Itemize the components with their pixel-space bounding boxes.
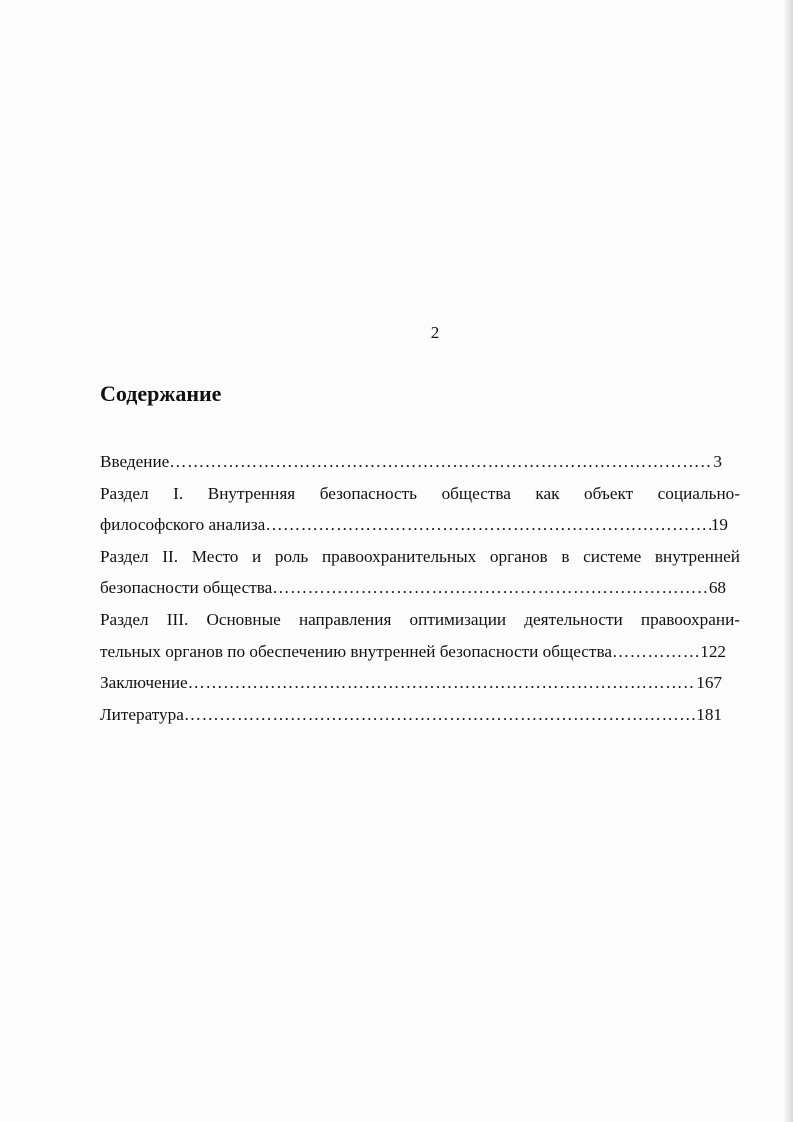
toc-entry-label: тельных органов по обеспечению внутренней безопасности общества <box>100 641 612 661</box>
toc-entry-conclusion[interactable] <box>100 667 722 699</box>
toc-entry-intro[interactable] <box>100 446 722 478</box>
toc-entry-label: Введение <box>100 452 170 471</box>
toc-entry-section-2[interactable] <box>100 572 726 604</box>
toc-entry-label: философского анализа <box>100 515 266 535</box>
toc-entry-section-2-line[interactable]: Раздел II. Место и роль правоохранительных органов в системе внутренней <box>100 546 740 566</box>
toc-page-number: 19 <box>710 515 728 535</box>
toc-leader-dots <box>184 699 696 731</box>
toc-entry-label: безопасности общества <box>100 578 273 598</box>
toc-page-number: 181 <box>696 704 722 724</box>
toc-page-number: 3 <box>713 452 722 471</box>
toc-page-number: 167 <box>696 673 722 693</box>
toc-leader-dots <box>612 636 700 668</box>
toc-leader-dots <box>265 509 711 541</box>
toc-entry-section-3-line[interactable]: Раздел III. Основные направления оптимизации деятельности правоохрани- <box>100 609 740 629</box>
toc-entry-literature[interactable] <box>100 699 722 731</box>
toc-leader-dots <box>272 572 709 604</box>
toc-leader-dots <box>188 667 697 699</box>
toc-entry-section-1-line[interactable]: Раздел I. Внутренняя безопасность общества как объект социально- <box>100 483 740 503</box>
table-of-contents <box>100 446 740 730</box>
toc-entry-label: Заключение <box>100 673 188 693</box>
toc-page-number: 122 <box>700 641 726 661</box>
toc-entry-section-1[interactable] <box>100 509 728 541</box>
toc-entry-label: Литература <box>100 704 184 724</box>
toc-page-number: 68 <box>708 578 726 598</box>
toc-leader-dots <box>169 446 713 478</box>
scan-edge-shadow <box>783 0 793 1122</box>
toc-entry-section-3[interactable] <box>100 636 726 668</box>
page-title: Содержание <box>100 381 222 406</box>
page-number: 2 <box>430 323 440 342</box>
